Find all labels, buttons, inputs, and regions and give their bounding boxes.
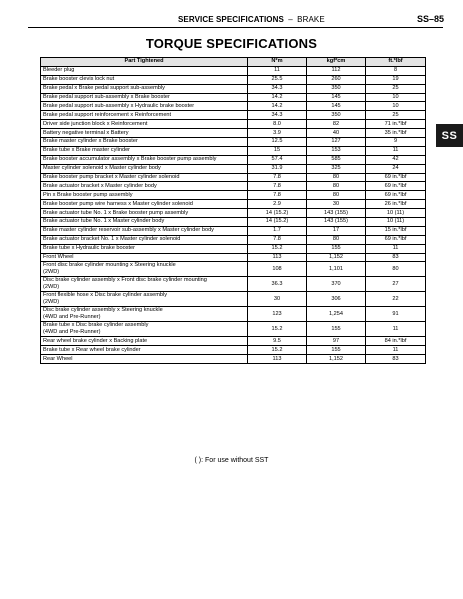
cell-part xyxy=(41,138,248,147)
part-name: Battery negative terminal x Battery xyxy=(43,129,129,136)
cell-nm: 12.5 xyxy=(248,138,307,147)
cell-nm: 14.2 xyxy=(248,102,307,111)
section-tab: SS xyxy=(436,124,463,147)
cell-part xyxy=(41,235,248,244)
cell-part xyxy=(41,346,248,355)
cell-nm: 14.2 xyxy=(248,93,307,102)
cell-kgf: 17 xyxy=(307,226,366,235)
part-name: Rear wheel brake cylinder x Backing plate xyxy=(43,337,148,344)
cell-ft: 26 in.*lbf xyxy=(366,200,426,209)
cell-nm: 7.8 xyxy=(248,191,307,200)
part-name: Brake booster clevis lock nut xyxy=(43,76,115,83)
footnote: ( ): For use without SST xyxy=(194,457,269,464)
cell-part xyxy=(41,277,248,292)
part-name: Brake tube x Disc brake cylinder assembly xyxy=(43,322,149,329)
part-name: Brake actuator tube No. 1 x Brake booster pump assembly xyxy=(43,209,189,216)
cell-ft: 25 xyxy=(366,84,426,93)
part-variant: (2WD) xyxy=(43,299,60,306)
cell-ft: 69 in.*lbf xyxy=(366,173,426,182)
part-name: Brake tube x Brake master cylinder xyxy=(43,147,131,154)
part-variant: (4WD and Pre-Runner) xyxy=(43,329,101,336)
cell-kgf: 155 xyxy=(307,322,366,337)
table-row xyxy=(41,218,426,227)
cell-kgf: 585 xyxy=(307,155,366,164)
section-title xyxy=(178,15,325,24)
cell-ft: 15 in.*lbf xyxy=(366,226,426,235)
cell-nm: 7.8 xyxy=(248,182,307,191)
page-number: SS–85 xyxy=(416,14,444,24)
table-row xyxy=(41,146,426,155)
cell-ft: 10 (11) xyxy=(366,218,426,227)
part-name: Brake pedal support sub-assembly x Hydraulic brake booster xyxy=(43,102,195,109)
cell-kgf: 80 xyxy=(307,182,366,191)
part-variant: (4WD and Pre-Runner) xyxy=(43,314,101,321)
cell-part xyxy=(41,262,248,277)
cell-nm: 1.7 xyxy=(248,226,307,235)
cell-nm: 15.2 xyxy=(248,346,307,355)
part-name: Brake booster accumulator assembly x Brake booster pump assembly xyxy=(43,156,217,163)
table-row xyxy=(41,346,426,355)
table-row xyxy=(41,173,426,182)
part-name: Brake tube x Hydraulic brake booster xyxy=(43,245,136,252)
cell-kgf: 112 xyxy=(307,66,366,75)
part-name: Brake pedal x Brake pedal support sub-assembly xyxy=(43,85,165,92)
cell-part xyxy=(41,164,248,173)
cell-nm: 34.3 xyxy=(248,111,307,120)
table-row xyxy=(41,337,426,346)
cell-nm: 2.9 xyxy=(248,200,307,209)
part-name: Brake pedal support reinforcement x Reinforcement xyxy=(43,111,172,118)
cell-nm: 36.3 xyxy=(248,277,307,292)
table-row xyxy=(41,262,426,277)
part-name: Brake actuator tube No. 1 x Master cylinder body xyxy=(43,218,165,225)
cell-nm: 8.0 xyxy=(248,120,307,129)
cell-kgf: 82 xyxy=(307,120,366,129)
cell-kgf: 370 xyxy=(307,277,366,292)
part-name: Brake booster pump bracket x Master cylinder solenoid xyxy=(43,174,180,181)
part-name: Disc brake cylinder assembly x Steering knuckle xyxy=(43,307,163,314)
table-row xyxy=(41,277,426,292)
table-row xyxy=(41,226,426,235)
table-header-row xyxy=(41,58,426,67)
cell-kgf: 97 xyxy=(307,337,366,346)
cell-part xyxy=(41,182,248,191)
table-row xyxy=(41,75,426,84)
cell-kgf: 1,152 xyxy=(307,355,366,364)
cell-part xyxy=(41,155,248,164)
cell-kgf: 325 xyxy=(307,164,366,173)
col-header-part: Part Tightened xyxy=(41,58,248,67)
cell-kgf: 350 xyxy=(307,84,366,93)
cell-nm: 14 (15.2) xyxy=(248,209,307,218)
table-row xyxy=(41,66,426,75)
cell-nm: 113 xyxy=(248,355,307,364)
cell-nm: 3.9 xyxy=(248,129,307,138)
cell-ft: 9 xyxy=(366,138,426,147)
cell-ft: 71 in.*lbf xyxy=(366,120,426,129)
table-row xyxy=(41,102,426,111)
cell-part xyxy=(41,307,248,322)
cell-kgf: 40 xyxy=(307,129,366,138)
cell-part xyxy=(41,218,248,227)
cell-ft: 69 in.*lbf xyxy=(366,235,426,244)
part-name: Front Wheel xyxy=(43,254,74,261)
table-row xyxy=(41,111,426,120)
part-name: Bleeder plug xyxy=(43,67,75,74)
part-variant: (2WD) xyxy=(43,269,60,276)
cell-part xyxy=(41,253,248,262)
section-name: SERVICE SPECIFICATIONS xyxy=(178,15,284,24)
cell-part xyxy=(41,102,248,111)
part-name: Pin x Brake booster pump assembly xyxy=(43,191,133,198)
cell-kgf: 80 xyxy=(307,173,366,182)
cell-nm: 7.8 xyxy=(248,235,307,244)
part-name: Brake booster pump wire harness x Master cylinder solenoid xyxy=(43,200,193,207)
table-row xyxy=(41,209,426,218)
cell-ft: 69 in.*lbf xyxy=(366,182,426,191)
cell-part xyxy=(41,191,248,200)
cell-ft: 80 xyxy=(366,262,426,277)
part-name: Driver side junction block x Reinforcement xyxy=(43,120,148,127)
cell-kgf: 1,152 xyxy=(307,253,366,262)
cell-ft: 27 xyxy=(366,277,426,292)
part-variant: (2WD) xyxy=(43,284,60,291)
table-row xyxy=(41,292,426,307)
part-name: Brake actuator bracket No. 1 x Master cylinder solenoid xyxy=(43,236,181,243)
part-name: Rear Wheel xyxy=(43,355,73,362)
cell-nm: 15.2 xyxy=(248,244,307,253)
cell-part xyxy=(41,93,248,102)
cell-ft: 83 xyxy=(366,355,426,364)
col-header-nm: N*m xyxy=(248,58,307,67)
cell-nm: 25.5 xyxy=(248,75,307,84)
cell-ft: 11 xyxy=(366,244,426,253)
torque-table xyxy=(40,57,426,364)
cell-nm: 108 xyxy=(248,262,307,277)
chapter-name: BRAKE xyxy=(297,15,325,24)
cell-ft: 42 xyxy=(366,155,426,164)
table-row xyxy=(41,235,426,244)
cell-part xyxy=(41,322,248,337)
table-row xyxy=(41,155,426,164)
cell-kgf: 145 xyxy=(307,93,366,102)
cell-kgf: 145 xyxy=(307,102,366,111)
cell-part xyxy=(41,292,248,307)
cell-kgf: 143 (155) xyxy=(307,218,366,227)
cell-kgf: 350 xyxy=(307,111,366,120)
cell-nm: 15 xyxy=(248,146,307,155)
cell-nm: 11 xyxy=(248,66,307,75)
cell-ft: 11 xyxy=(366,146,426,155)
cell-part xyxy=(41,146,248,155)
cell-kgf: 260 xyxy=(307,75,366,84)
cell-part xyxy=(41,120,248,129)
cell-nm: 34.3 xyxy=(248,84,307,93)
table-row xyxy=(41,84,426,93)
cell-part xyxy=(41,173,248,182)
col-header-kgf: kgf*cm xyxy=(307,58,366,67)
cell-part xyxy=(41,111,248,120)
table-row xyxy=(41,355,426,364)
table-row xyxy=(41,138,426,147)
cell-kgf: 155 xyxy=(307,244,366,253)
cell-ft: 35 in.*lbf xyxy=(366,129,426,138)
cell-nm: 113 xyxy=(248,253,307,262)
cell-ft: 91 xyxy=(366,307,426,322)
part-name: Front flexible hose x Disc brake cylinder assembly xyxy=(43,292,168,299)
cell-nm: 9.5 xyxy=(248,337,307,346)
cell-nm: 15.2 xyxy=(248,322,307,337)
cell-ft: 25 xyxy=(366,111,426,120)
part-name: Brake actuator bracket x Master cylinder body xyxy=(43,182,157,189)
table-row xyxy=(41,322,426,337)
section-separator: – xyxy=(288,15,293,24)
cell-ft: 69 in.*lbf xyxy=(366,191,426,200)
table-row xyxy=(41,120,426,129)
cell-kgf: 80 xyxy=(307,191,366,200)
part-name: Disc brake cylinder assembly x Front disc brake cylinder mounting xyxy=(43,277,207,284)
page-header xyxy=(28,15,444,27)
cell-part xyxy=(41,226,248,235)
cell-part xyxy=(41,244,248,253)
cell-kgf: 30 xyxy=(307,200,366,209)
part-name: Front disc brake cylinder mounting x Steering knuckle xyxy=(43,262,176,269)
cell-part xyxy=(41,66,248,75)
cell-kgf: 155 xyxy=(307,346,366,355)
cell-part xyxy=(41,84,248,93)
table-row xyxy=(41,164,426,173)
table-row xyxy=(41,244,426,253)
part-name: Brake master cylinder x Brake booster xyxy=(43,138,138,145)
cell-nm: 7.8 xyxy=(248,173,307,182)
cell-nm: 30 xyxy=(248,292,307,307)
cell-kgf: 306 xyxy=(307,292,366,307)
cell-kgf: 153 xyxy=(307,146,366,155)
cell-nm: 31.9 xyxy=(248,164,307,173)
part-name: Brake pedal support sub-assembly x Brake booster xyxy=(43,94,170,100)
table-row xyxy=(41,253,426,262)
table-row xyxy=(41,307,426,322)
cell-ft: 19 xyxy=(366,75,426,84)
cell-ft: 11 xyxy=(366,346,426,355)
cell-ft: 10 xyxy=(366,102,426,111)
cell-ft: 84 in.*lbf xyxy=(366,337,426,346)
table-body xyxy=(41,66,426,363)
cell-part xyxy=(41,355,248,364)
table-row xyxy=(41,129,426,138)
cell-ft: 11 xyxy=(366,322,426,337)
cell-part xyxy=(41,209,248,218)
cell-ft: 24 xyxy=(366,164,426,173)
cell-part xyxy=(41,129,248,138)
part-name: Brake tube x Rear wheel brake cylinder xyxy=(43,346,141,353)
cell-kgf: 1,101 xyxy=(307,262,366,277)
cell-part xyxy=(41,337,248,346)
table-row xyxy=(41,191,426,200)
cell-ft: 10 xyxy=(366,93,426,102)
part-name: Master cylinder solenoid x Master cylinder body xyxy=(43,165,161,172)
cell-ft: 8 xyxy=(366,66,426,75)
cell-ft: 83 xyxy=(366,253,426,262)
header-rule xyxy=(28,27,443,28)
cell-nm: 14 (15.2) xyxy=(248,218,307,227)
page-title: TORQUE SPECIFICATIONS xyxy=(145,36,318,51)
col-header-ft: ft.*lbf xyxy=(366,58,426,67)
table-row xyxy=(41,200,426,209)
cell-ft: 10 (11) xyxy=(366,209,426,218)
cell-part xyxy=(41,200,248,209)
table-row xyxy=(41,182,426,191)
cell-kgf: 127 xyxy=(307,138,366,147)
cell-kgf: 80 xyxy=(307,235,366,244)
table-row xyxy=(41,93,426,102)
part-name: Brake master cylinder reservoir sub-assembly x Master cylinder body xyxy=(43,227,214,234)
cell-ft: 22 xyxy=(366,292,426,307)
cell-kgf: 143 (155) xyxy=(307,209,366,218)
cell-nm: 57.4 xyxy=(248,155,307,164)
cell-part xyxy=(41,75,248,84)
cell-nm: 123 xyxy=(248,307,307,322)
cell-kgf: 1,254 xyxy=(307,307,366,322)
